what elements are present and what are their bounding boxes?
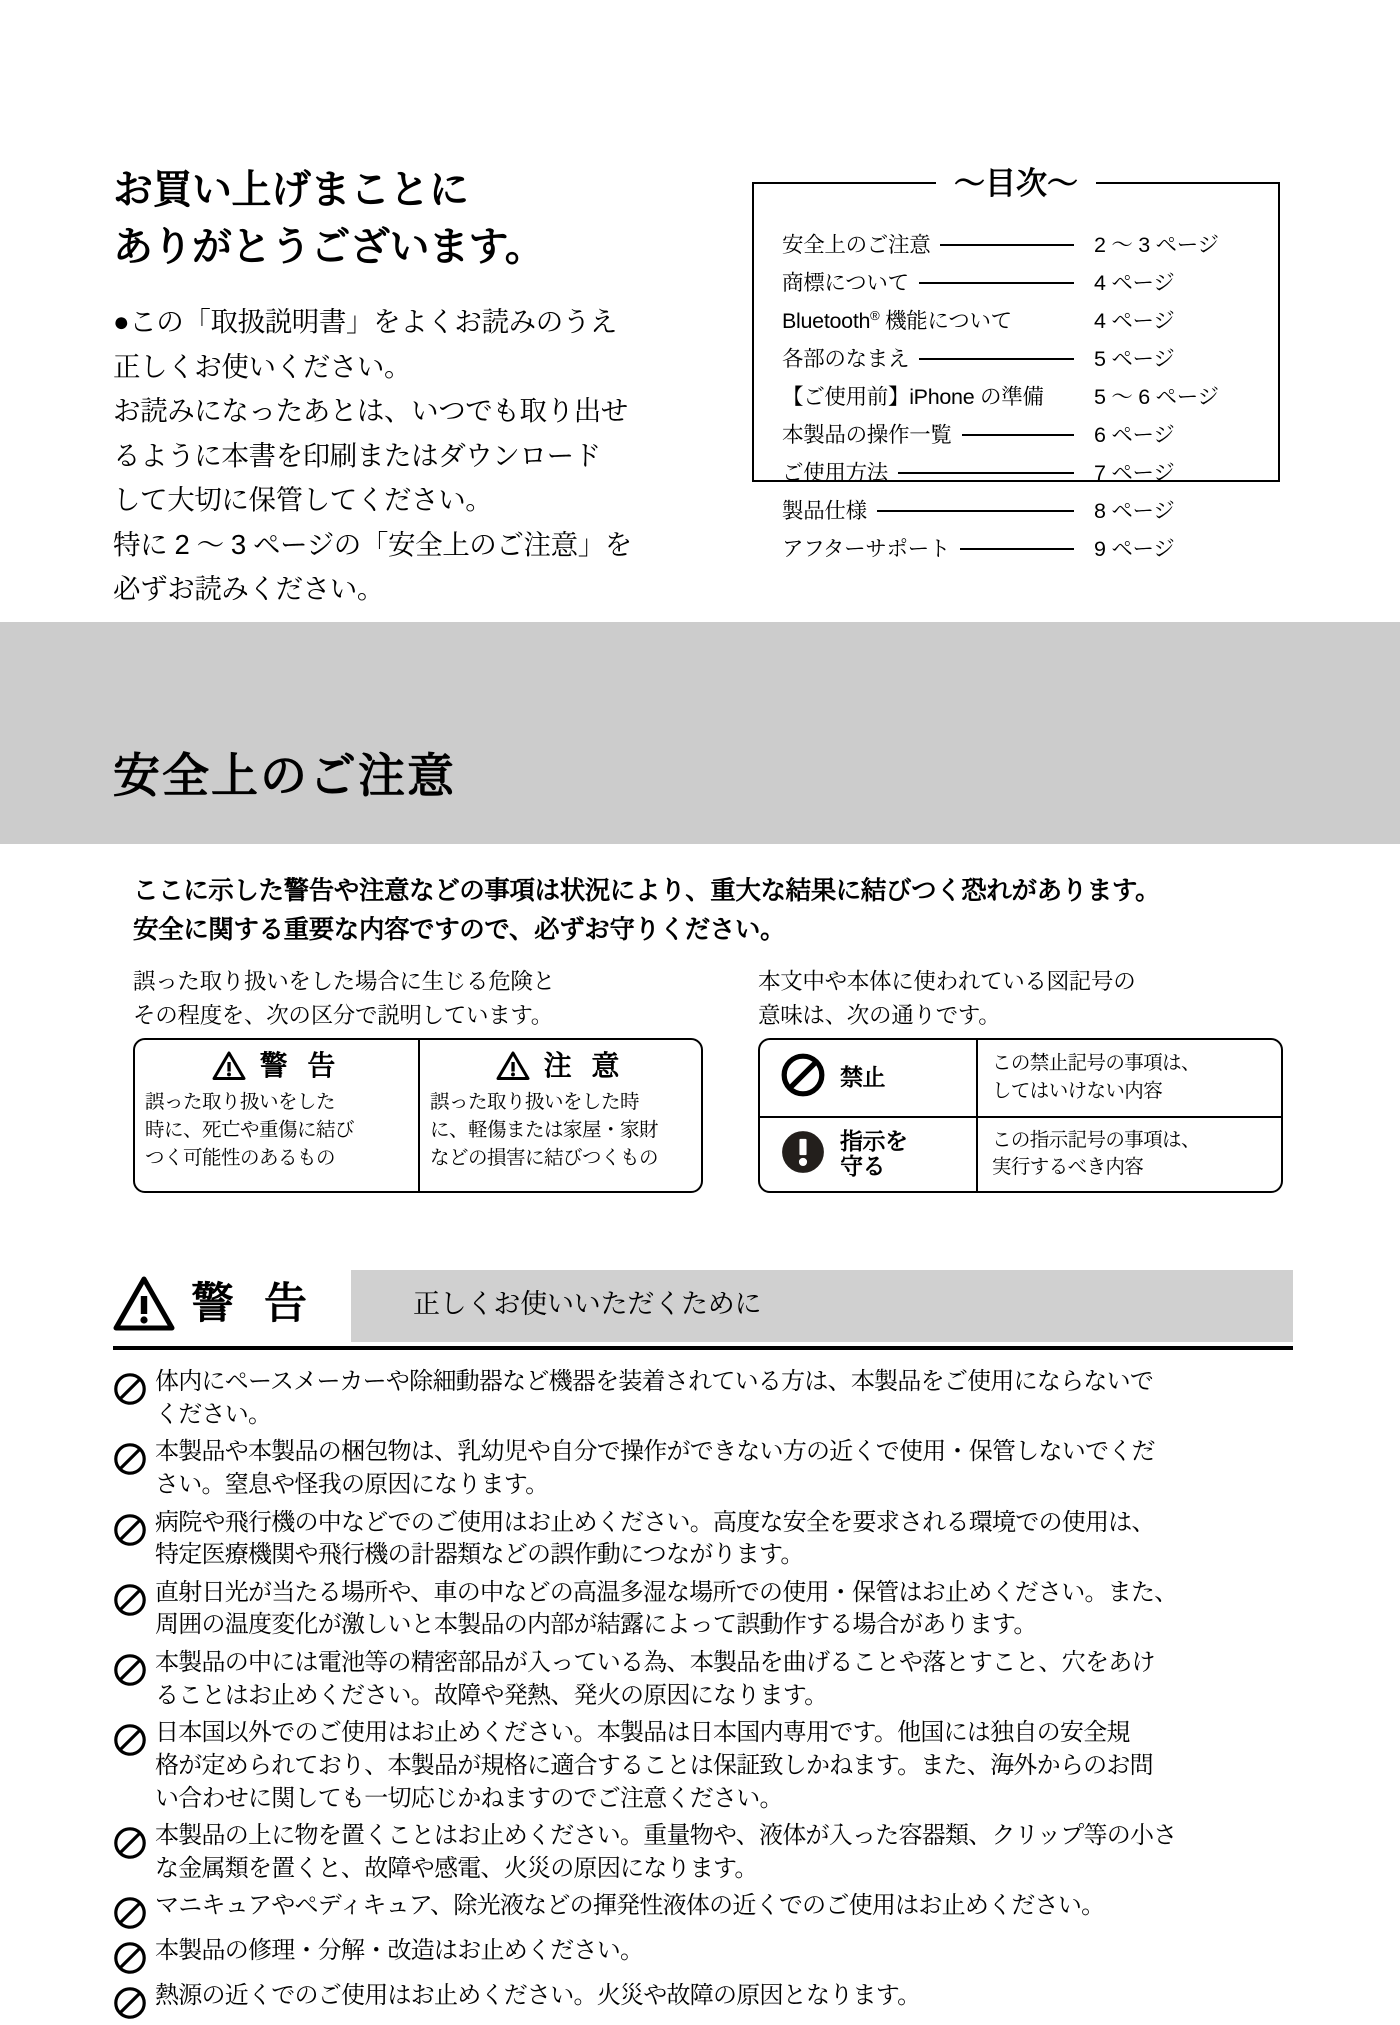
warning-list-item <box>113 1366 1303 1431</box>
warning-list-item-line-1: 周囲の温度変化が激しいと本製品の内部が結露によって誤動作する場合があります。 <box>155 1611 1037 1639</box>
severity-definition-line-1: 時に、死亡や重傷に結び <box>145 1119 355 1142</box>
mandatory-action-icon <box>780 1129 826 1180</box>
toc-row[interactable] <box>782 418 1262 456</box>
warning-triangle-icon <box>496 1051 530 1081</box>
severity-definition-body <box>141 1088 412 1172</box>
symbol-legend-row <box>760 1116 1281 1192</box>
warning-list-item-line-1: さい。窒息や怪我の原因になります。 <box>155 1470 549 1498</box>
severity-definition-body <box>426 1088 695 1172</box>
prohibition-icon <box>113 1442 147 1476</box>
safety-lead-paragraph <box>133 872 1313 950</box>
toc-item-label: アフターサポート <box>782 537 951 561</box>
warning-list-item-line-0: 病院や飛行機の中などでのご使用はお止めください。高度な安全を要求される環境での使用は、 <box>155 1508 1155 1536</box>
severity-definition-line-2: などの損害に結びつくもの <box>430 1147 659 1170</box>
warning-list-item-line-0: 熱源の近くでのご使用はお止めください。火災や故障の原因となります。 <box>155 1982 921 2010</box>
warning-list-item-line-0: 直射日光が当たる場所や、車の中などの高温多湿な場所での使用・保管はお止めください。また、 <box>155 1578 1178 1606</box>
toc-leader-dots <box>938 244 1080 245</box>
symbol-legend-desc-line-0: この指示記号の事項は、 <box>992 1128 1200 1151</box>
toc-item-label: 製品仕様 <box>782 499 867 523</box>
warning-list-item-text <box>155 1507 1303 1572</box>
table-of-contents-title: 〜目次〜 <box>936 168 1096 199</box>
intro-line-0: ●この「取扱説明書」をよくお読みのうえ <box>113 306 618 337</box>
prohibition-icon <box>113 1583 147 1617</box>
symbol-caption-line-0: 本文中や本体に使われている図記号の <box>758 969 1136 994</box>
intro-paragraph <box>113 300 683 612</box>
toc-item-page: 4 ページ <box>1094 309 1175 333</box>
severity-definition-title: 注 意 <box>543 1050 626 1081</box>
symbol-caption-right <box>758 965 1278 1033</box>
toc-item-page: 6 ページ <box>1094 423 1175 447</box>
toc-row[interactable] <box>782 342 1262 380</box>
table-of-contents-title-wrap <box>752 160 1280 206</box>
toc-row[interactable] <box>782 304 1262 342</box>
intro-line-5: 特に 2 〜 3 ページの「安全上のご注意」を <box>113 528 632 560</box>
severity-definition-head <box>212 1051 342 1081</box>
severity-definition-line-1: に、軽傷または家屋・家財 <box>430 1119 659 1142</box>
toc-item-page: 9 ページ <box>1094 537 1175 561</box>
warning-triangle-icon <box>113 1276 175 1332</box>
warning-list-item <box>113 1935 1303 1975</box>
toc-item-page: 7 ページ <box>1094 461 1175 485</box>
toc-item-label: Bluetooth® 機能について <box>782 307 1012 333</box>
warning-list-item-line-0: 日本国以外でのご使用はお止めください。本製品は日本国内専用です。他国には独自の安全規 <box>155 1719 1130 1747</box>
severity-definition-cell <box>135 1040 418 1191</box>
toc-row[interactable] <box>782 266 1262 304</box>
symbol-legend-row <box>760 1040 1281 1116</box>
toc-row[interactable] <box>782 456 1262 494</box>
severity-definition-line-0: 誤った取り扱いをした時 <box>430 1091 640 1113</box>
toc-row[interactable] <box>782 380 1262 418</box>
safety-section-title: 安全上のご注意 <box>113 749 456 802</box>
severity-definition-head <box>496 1051 626 1081</box>
warning-list-item <box>113 1577 1303 1642</box>
toc-leader-dots <box>1052 396 1080 397</box>
warning-list-item <box>113 1507 1303 1572</box>
warning-list-item-text <box>155 1820 1303 1885</box>
warning-list-item-text <box>155 1935 1303 1968</box>
severity-definition-line-0: 誤った取り扱いをした <box>145 1091 336 1113</box>
toc-item-page: 5 ページ <box>1094 347 1175 371</box>
severity-definition-cell <box>418 1040 701 1191</box>
symbol-legend-name <box>840 1129 908 1181</box>
toc-item-label: 各部のなまえ <box>782 347 910 371</box>
toc-item-label: 安全上のご注意 <box>782 233 931 257</box>
toc-leader-dots <box>958 548 1080 549</box>
prohibition-icon <box>113 1513 147 1547</box>
prohibition-icon <box>113 1941 147 1975</box>
warning-list-item-line-0: 本製品の修理・分解・改造はお止めください。 <box>155 1937 644 1965</box>
symbol-legend-desc-line-1: 実行するべき内容 <box>992 1156 1144 1179</box>
warning-list-item-text <box>155 1366 1303 1431</box>
cover-intro-section <box>0 0 1400 622</box>
warning-list-item <box>113 1436 1303 1501</box>
prohibition-icon <box>113 1986 147 2020</box>
toc-leader-dots <box>960 434 1080 435</box>
symbol-legend-desc-line-0: この禁止記号の事項は、 <box>992 1052 1200 1075</box>
warning-banner-label: 警 告 <box>191 1280 316 1328</box>
warning-list-item-line-0: 本製品や本製品の梱包物は、乳幼児や自分で操作ができない方の近くで使用・保管しないでくだ <box>155 1438 1155 1466</box>
prohibition-icon <box>780 1052 826 1103</box>
symbol-legend-description <box>978 1118 1281 1192</box>
warning-list-item-line-1: ください。 <box>155 1400 272 1428</box>
warning-list-item-line-0: 本製品の上に物を置くことはお止めください。重量物や、液体が入った容器類、クリップ等の小さ <box>155 1822 1177 1850</box>
warning-list-item-line-1: な金属類を置くと、故障や感電、火災の原因になります。 <box>155 1854 758 1882</box>
warning-list-item <box>113 1820 1303 1885</box>
warning-list-item <box>113 1980 1303 2020</box>
warning-list-item-text <box>155 1436 1303 1501</box>
severity-definition-title: 警 告 <box>259 1050 342 1081</box>
toc-item-label: 商標について <box>782 271 909 295</box>
page-title-line-0: お買い上げまことに <box>113 167 469 212</box>
warning-list-item <box>113 1647 1303 1712</box>
symbol-legend-desc-line-1: してはいけない内容 <box>992 1079 1163 1102</box>
symbol-legend-name-line-0: 指示を <box>840 1127 908 1154</box>
intro-line-4: して大切に保管してください。 <box>113 484 493 516</box>
toc-item-page: 8 ページ <box>1094 499 1175 523</box>
definition-caption-line-1: その程度を、次の区分で説明しています。 <box>133 1003 554 1029</box>
prohibition-icon <box>113 1826 147 1860</box>
intro-line-6: 必ずお読みください。 <box>113 573 384 605</box>
toc-item-label: 【ご使用前】iPhone の準備 <box>782 385 1044 409</box>
warning-list-item <box>113 1717 1303 1815</box>
warning-banner-subtitle: 正しくお使いいただくために <box>413 1289 762 1319</box>
warning-list-item-text <box>155 1717 1303 1815</box>
warning-list-item-line-1: ることはお止めください。故障や発熱、発火の原因になります。 <box>155 1681 828 1709</box>
safety-lead-line-0: ここに示した警告や注意などの事項は状況により、重大な結果に結びつく恐れがあります。 <box>133 877 1161 905</box>
toc-leader-dots <box>917 282 1080 283</box>
table-of-contents-list <box>782 228 1262 570</box>
warning-list-item-text <box>155 1980 1303 2013</box>
definition-caption-line-0: 誤った取り扱いをした場合に生じる危険と <box>133 969 555 994</box>
warning-banner <box>113 1270 1293 1342</box>
prohibition-icon <box>113 1653 147 1687</box>
toc-row[interactable] <box>782 494 1262 532</box>
toc-item-page: 5 〜 6 ページ <box>1094 385 1219 409</box>
severity-definition-boxes <box>133 1038 703 1193</box>
toc-item-label: ご使用方法 <box>782 461 889 485</box>
prohibition-icon <box>113 1372 147 1406</box>
symbol-legend-description <box>978 1040 1281 1116</box>
safety-section-band <box>0 622 1400 844</box>
warning-list-item-text <box>155 1647 1303 1712</box>
warning-list-item-text <box>155 1577 1303 1642</box>
symbol-legend-table <box>758 1038 1283 1193</box>
toc-item-label: 本製品の操作一覧 <box>782 423 952 447</box>
prohibition-icon <box>113 1896 147 1930</box>
toc-leader-dots <box>875 510 1080 511</box>
warning-list <box>113 1366 1303 2025</box>
warning-list-item-line-1: 特定医療機関や飛行機の計器類などの誤作動につながります。 <box>155 1541 804 1569</box>
intro-line-1: 正しくお使いください。 <box>113 350 412 382</box>
warning-list-item-text <box>155 1890 1303 1923</box>
prohibition-icon <box>113 1723 147 1757</box>
warning-list-item-line-0: 体内にペースメーカーや除細動器など機器を装着されている方は、本製品をご使用にならないで <box>155 1368 1154 1395</box>
toc-leader-dots <box>896 472 1080 473</box>
warning-banner-rule <box>113 1346 1293 1350</box>
page-title <box>113 162 633 276</box>
page-title-line-1: ありがとうございます。 <box>113 224 545 269</box>
symbol-caption-line-1: 意味は、次の通りです。 <box>758 1003 1001 1029</box>
toc-leader-dots <box>1020 320 1080 321</box>
toc-item-page: 2 〜 3 ページ <box>1094 233 1219 257</box>
intro-line-3: るように本書を印刷またはダウンロード <box>113 439 601 471</box>
toc-row[interactable] <box>782 532 1262 570</box>
warning-list-item-line-0: マニキュアやペディキュア、除光液などの揮発性液体の近くでのご使用はお止めください。 <box>155 1892 1105 1920</box>
warning-list-item-line-1: 格が定められており、本製品が規格に適合することは保証致しかねます。また、海外からのお問 <box>155 1751 1153 1779</box>
symbol-legend-name-line-1: 守る <box>840 1153 885 1180</box>
severity-definition-line-2: つく可能性のあるもの <box>145 1147 336 1170</box>
intro-line-2: お読みになったあとは、いつでも取り出せ <box>113 395 628 427</box>
warning-triangle-icon <box>212 1051 246 1081</box>
symbol-legend-name-cell <box>760 1118 978 1192</box>
definition-caption-left <box>133 965 653 1033</box>
toc-leader-dots <box>917 358 1080 359</box>
symbol-legend-name-line-0: 禁止 <box>840 1063 885 1090</box>
warning-list-item-line-2: い合わせに関しても一切応じかねますのでご注意ください。 <box>155 1784 783 1812</box>
symbol-legend-name <box>840 1065 885 1091</box>
safety-lead-line-1: 安全に関する重要な内容ですので、必ずお守りください。 <box>133 915 786 944</box>
warning-list-item-line-0: 本製品の中には電池等の精密部品が入っている為、本製品を曲げることや落とすこと、穴をあけ <box>155 1649 1155 1676</box>
symbol-legend-name-cell <box>760 1040 978 1116</box>
warning-list-item <box>113 1890 1303 1930</box>
toc-item-page: 4 ページ <box>1094 271 1175 295</box>
toc-row[interactable] <box>782 228 1262 266</box>
